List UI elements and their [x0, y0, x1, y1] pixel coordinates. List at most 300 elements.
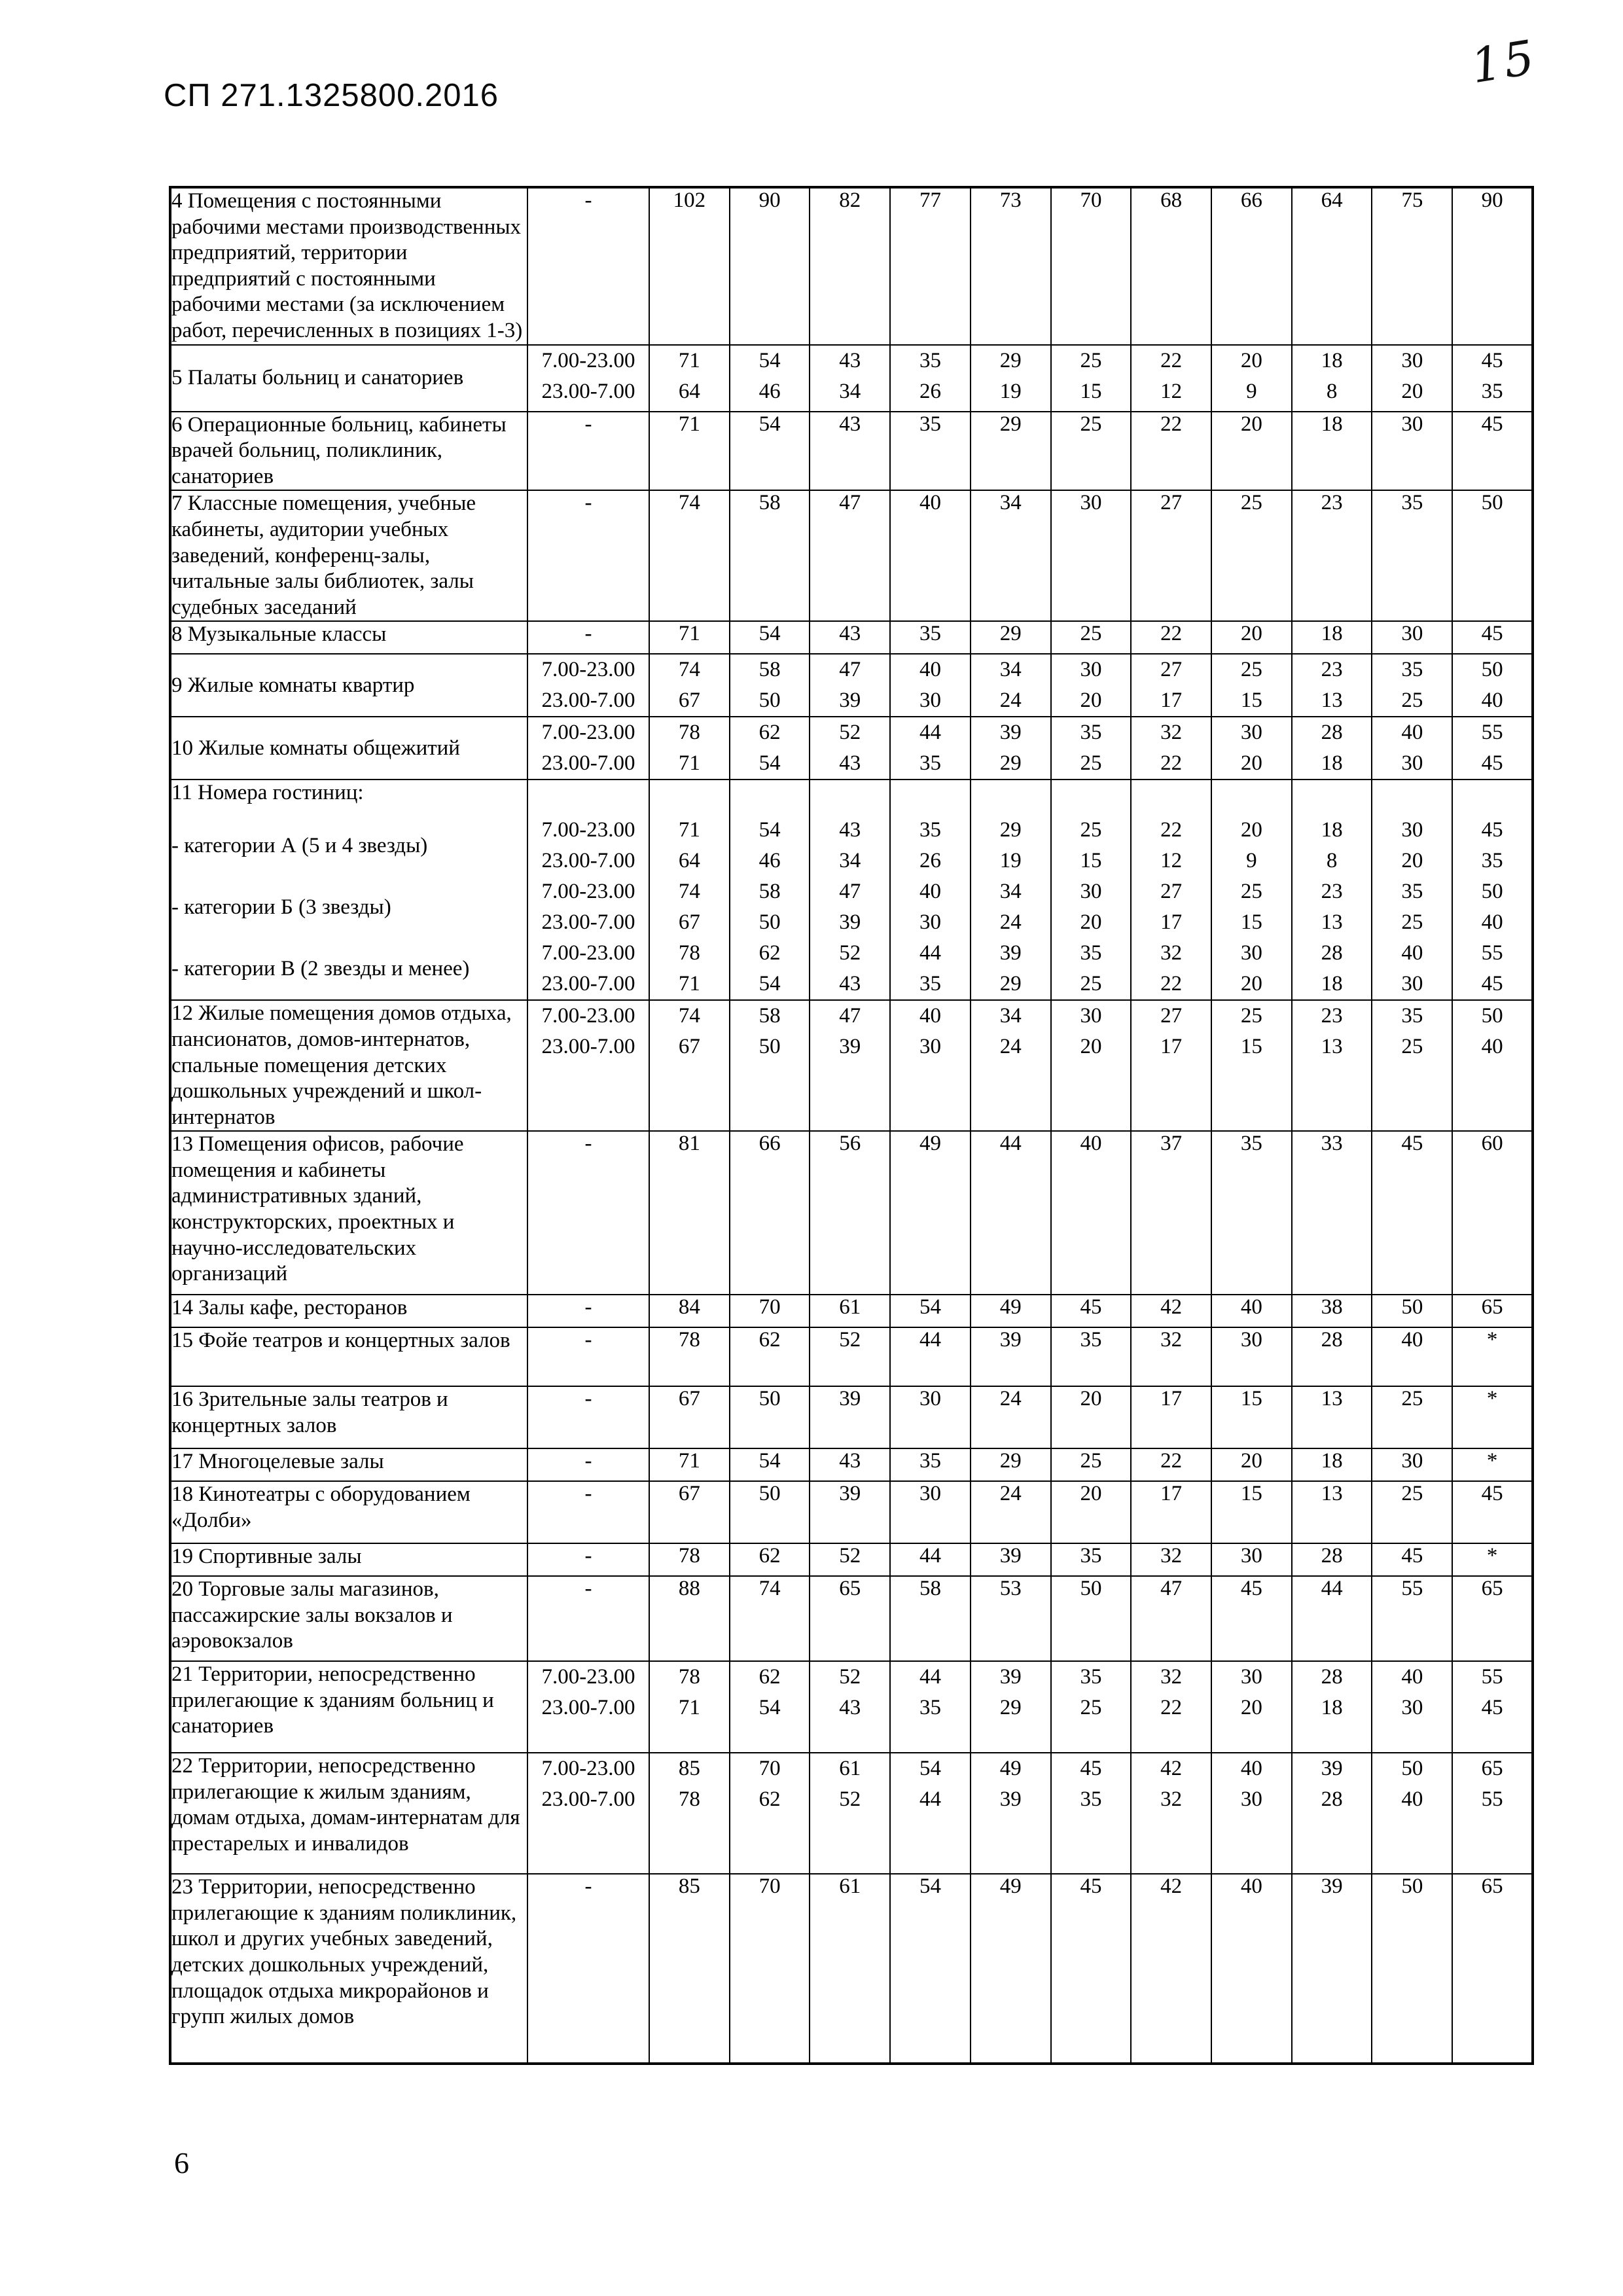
noise-value: 30 — [1401, 972, 1423, 996]
noise-value: 9 — [1246, 849, 1257, 873]
noise-table-body — [170, 187, 1533, 2064]
noise-value-cell: 39 — [810, 1481, 890, 1543]
time-of-day-value: 23.00-7.00 — [541, 689, 635, 713]
noise-value-cell: 28 — [1292, 1327, 1372, 1386]
noise-value: 27 — [1160, 658, 1183, 682]
noise-value: 62 — [758, 1787, 781, 1812]
noise-value-cell: 82 — [810, 187, 890, 345]
row-name-cell: 20 Торговые залы магазинов, пассажирские залы вокзалов и аэровокзалов — [170, 1576, 527, 1661]
noise-value: 25 — [1401, 689, 1423, 713]
noise-value-cell: 66 — [1211, 187, 1292, 345]
noise-value-cell — [649, 938, 730, 1000]
time-of-day-value: 23.00-7.00 — [541, 1787, 635, 1812]
noise-value-cell: 35 — [1051, 1327, 1132, 1386]
row-name-cell: 23 Территории, непосредственно прилегающие к зданиям поликлиник, школ и других учебных заведений, детских дошкольных учреждений, площадок отдыха микрорайонов и групп жилых домов — [170, 1874, 527, 2064]
noise-value: 55 — [1481, 1665, 1503, 1689]
noise-value-cell — [1372, 345, 1452, 412]
row-name-cell: 6 Операционные больниц, кабинеты врачей больниц, поликлиник, санаториев — [170, 412, 527, 491]
noise-value-cell — [1211, 876, 1292, 938]
noise-value: 78 — [678, 721, 700, 745]
noise-value: 35 — [919, 751, 942, 776]
noise-value: 43 — [839, 348, 861, 372]
row-name-cell: 8 Музыкальные классы — [170, 621, 527, 654]
noise-value: 34 — [839, 379, 861, 403]
noise-value: 35 — [919, 348, 942, 372]
noise-value: 54 — [758, 1696, 781, 1720]
noise-value-cell: 62 — [730, 1543, 810, 1576]
row-name-cell: 14 Залы кафе, ресторанов — [170, 1295, 527, 1327]
noise-value: 25 — [1080, 972, 1102, 996]
table-row — [170, 1753, 1533, 1874]
noise-value: 54 — [758, 818, 781, 842]
time-of-day-value: 23.00-7.00 — [541, 379, 635, 403]
time-of-day-cell: - — [527, 1295, 649, 1327]
noise-value-cell — [730, 654, 810, 717]
footer-page-number: 6 — [174, 2146, 189, 2179]
time-of-day-cell: - — [527, 1327, 649, 1386]
noise-value-cell — [810, 780, 890, 815]
noise-value-cell — [1452, 717, 1533, 780]
handwritten-corner-page-number: 15 — [1467, 29, 1541, 94]
noise-value-cell: * — [1452, 1543, 1533, 1576]
noise-value-cell — [971, 1000, 1051, 1131]
noise-value: 50 — [1481, 1004, 1503, 1028]
noise-value-cell — [1131, 1753, 1211, 1874]
noise-value-cell: 30 — [1211, 1543, 1292, 1576]
noise-value-cell: 22 — [1131, 412, 1211, 491]
noise-value-cell: 70 — [730, 1874, 810, 2064]
noise-value-cell — [1452, 1000, 1533, 1131]
noise-value: 35 — [1481, 849, 1503, 873]
noise-value-cell: 61 — [810, 1874, 890, 2064]
noise-value-cell — [1051, 654, 1132, 717]
noise-value-cell — [1372, 815, 1452, 876]
noise-value-cell: 28 — [1292, 1543, 1372, 1576]
table-row — [170, 187, 1533, 345]
time-of-day-value: 23.00-7.00 — [541, 849, 635, 873]
noise-value-cell: 88 — [649, 1576, 730, 1661]
noise-value: 27 — [1160, 880, 1183, 904]
noise-value-cell — [649, 345, 730, 412]
noise-value-cell: 50 — [1372, 1295, 1452, 1327]
noise-value: 25 — [1080, 751, 1102, 776]
noise-value-cell: 39 — [1292, 1874, 1372, 2064]
noise-value: 52 — [839, 1665, 861, 1689]
noise-value: 52 — [839, 1787, 861, 1812]
noise-value-cell — [730, 1661, 810, 1753]
noise-value-cell: 15 — [1211, 1481, 1292, 1543]
noise-value: 39 — [999, 1787, 1022, 1812]
noise-value-cell: 54 — [890, 1295, 971, 1327]
noise-value-cell: 20 — [1051, 1386, 1132, 1448]
row-name-cell: - категории В (2 звезды и менее) — [170, 938, 527, 1000]
noise-value: 44 — [919, 721, 942, 745]
noise-value: 39 — [839, 689, 861, 713]
noise-value-cell: 42 — [1131, 1295, 1211, 1327]
noise-value: 22 — [1160, 972, 1183, 996]
noise-value: 22 — [1160, 1696, 1183, 1720]
noise-value: 45 — [1481, 1696, 1503, 1720]
noise-value: 39 — [839, 1035, 861, 1059]
noise-value-cell — [1131, 1661, 1211, 1753]
noise-value-cell — [1131, 654, 1211, 717]
noise-value: 39 — [999, 721, 1022, 745]
noise-value: 23 — [1321, 658, 1343, 682]
noise-value: 62 — [758, 941, 781, 965]
noise-value: 35 — [1080, 1787, 1102, 1812]
table-row — [170, 1327, 1533, 1386]
noise-value-cell — [649, 876, 730, 938]
noise-value-cell: 30 — [1372, 1448, 1452, 1481]
noise-value: 65 — [1481, 1757, 1503, 1781]
noise-value: 40 — [919, 880, 942, 904]
table-row — [170, 815, 1533, 876]
noise-value-cell: 43 — [810, 412, 890, 491]
noise-value: 58 — [758, 658, 781, 682]
time-of-day-value: 23.00-7.00 — [541, 910, 635, 935]
noise-value-cell: 20 — [1211, 1448, 1292, 1481]
noise-value: 22 — [1160, 348, 1183, 372]
noise-value-cell — [649, 1000, 730, 1131]
noise-value: 28 — [1321, 941, 1343, 965]
noise-value: 50 — [1481, 880, 1503, 904]
table-row — [170, 1448, 1533, 1481]
noise-value: 30 — [919, 1035, 942, 1059]
noise-value-cell — [810, 876, 890, 938]
noise-value: 15 — [1240, 910, 1262, 935]
noise-value-cell: 35 — [1211, 1131, 1292, 1295]
noise-value-cell: 61 — [810, 1295, 890, 1327]
noise-value: 8 — [1326, 379, 1338, 403]
noise-value: 70 — [758, 1757, 781, 1781]
table-row — [170, 1131, 1533, 1295]
noise-value-cell: 23 — [1292, 490, 1372, 621]
noise-value: 30 — [1401, 348, 1423, 372]
noise-value: 35 — [1481, 379, 1503, 403]
noise-value: 20 — [1240, 348, 1262, 372]
noise-value: 25 — [1401, 910, 1423, 935]
noise-value-cell: 24 — [971, 1386, 1051, 1448]
noise-value-cell: 45 — [1372, 1543, 1452, 1576]
noise-value-cell: 44 — [890, 1543, 971, 1576]
noise-value: 71 — [678, 751, 700, 776]
noise-value: 25 — [1240, 658, 1262, 682]
noise-value: 30 — [1080, 658, 1102, 682]
noise-value: 35 — [1401, 880, 1423, 904]
noise-value-cell: 25 — [1051, 1448, 1132, 1481]
noise-value: 20 — [1401, 379, 1423, 403]
noise-value-cell: 20 — [1211, 621, 1292, 654]
noise-value-cell: 44 — [971, 1131, 1051, 1295]
noise-value-cell — [730, 717, 810, 780]
noise-value-cell — [1131, 780, 1211, 815]
noise-value-cell: 71 — [649, 412, 730, 491]
noise-value-cell: 70 — [1051, 187, 1132, 345]
noise-value: 67 — [678, 910, 700, 935]
noise-value-cell: 22 — [1131, 1448, 1211, 1481]
noise-value-cell — [1131, 938, 1211, 1000]
noise-value-cell: 35 — [1051, 1543, 1132, 1576]
noise-value-cell — [1131, 717, 1211, 780]
noise-value-cell — [1292, 717, 1372, 780]
noise-value-cell — [1292, 780, 1372, 815]
time-of-day-value: 7.00-23.00 — [541, 880, 635, 904]
noise-value-cell: 40 — [1211, 1874, 1292, 2064]
time-of-day-value: 7.00-23.00 — [541, 721, 635, 745]
noise-value-cell: 29 — [971, 1448, 1051, 1481]
row-name-cell: 7 Классные помещения, учебные кабинеты, аудитории учебных заведений, конференц-залы, читальные залы библиотек, залы судебных заседаний — [170, 490, 527, 621]
table-row — [170, 490, 1533, 621]
noise-value-cell — [890, 1661, 971, 1753]
time-of-day-value: 7.00-23.00 — [541, 1004, 635, 1028]
row-name-cell: 5 Палаты больниц и санаториев — [170, 345, 527, 412]
noise-value-cell: 67 — [649, 1386, 730, 1448]
noise-value-cell: 25 — [1372, 1386, 1452, 1448]
noise-value-cell: 30 — [1211, 1327, 1292, 1386]
noise-value-cell — [971, 717, 1051, 780]
noise-value-cell — [1211, 780, 1292, 815]
noise-value-cell — [890, 345, 971, 412]
noise-value-cell: 43 — [810, 1448, 890, 1481]
table-row — [170, 1481, 1533, 1543]
document-code: СП 271.1325800.2016 — [164, 78, 499, 113]
noise-value-cell — [649, 1753, 730, 1874]
noise-value-cell — [649, 1661, 730, 1753]
noise-value: 22 — [1160, 751, 1183, 776]
noise-value: 25 — [1080, 1696, 1102, 1720]
noise-value: 35 — [919, 1696, 942, 1720]
noise-value: 45 — [1080, 1757, 1102, 1781]
noise-value: 43 — [839, 1696, 861, 1720]
noise-value: 15 — [1080, 849, 1102, 873]
noise-value-cell: 13 — [1292, 1386, 1372, 1448]
noise-value: 30 — [1080, 880, 1102, 904]
noise-value: 23 — [1321, 1004, 1343, 1028]
noise-value: 30 — [1240, 941, 1262, 965]
row-name-cell: 15 Фойе театров и концертных залов — [170, 1327, 527, 1386]
noise-value: 67 — [678, 1035, 700, 1059]
noise-value: 61 — [839, 1757, 861, 1781]
noise-value: 54 — [919, 1757, 942, 1781]
noise-value-cell: 54 — [730, 1448, 810, 1481]
noise-value-cell — [1452, 345, 1533, 412]
noise-value-cell: 58 — [890, 1576, 971, 1661]
row-name-cell: 18 Кинотеатры с оборудованием «Долби» — [170, 1481, 527, 1543]
noise-value: 18 — [1321, 348, 1343, 372]
noise-value-cell: 33 — [1292, 1131, 1372, 1295]
noise-value: 52 — [839, 941, 861, 965]
noise-value-cell: 30 — [890, 1481, 971, 1543]
noise-value-cell: 56 — [810, 1131, 890, 1295]
noise-value-cell: 40 — [1211, 1295, 1292, 1327]
noise-value: 34 — [999, 658, 1022, 682]
noise-value: 24 — [999, 689, 1022, 713]
noise-value-cell — [1051, 1661, 1132, 1753]
noise-value: 43 — [839, 972, 861, 996]
noise-value: 34 — [839, 849, 861, 873]
noise-value-cell — [810, 654, 890, 717]
noise-value: 22 — [1160, 818, 1183, 842]
time-of-day-value: 7.00-23.00 — [541, 1757, 635, 1781]
noise-value: 20 — [1080, 910, 1102, 935]
noise-value-cell — [971, 345, 1051, 412]
noise-value-cell — [649, 717, 730, 780]
noise-value-cell — [810, 938, 890, 1000]
noise-value-cell: 27 — [1131, 490, 1211, 621]
noise-value-cell — [810, 1000, 890, 1131]
noise-value-cell: 50 — [730, 1386, 810, 1448]
noise-value: 78 — [678, 1787, 700, 1812]
time-of-day-value: 7.00-23.00 — [541, 658, 635, 682]
noise-value-cell: * — [1452, 1448, 1533, 1481]
noise-value-cell: 65 — [1452, 1874, 1533, 2064]
noise-value-cell — [971, 1661, 1051, 1753]
noise-value: 40 — [919, 658, 942, 682]
time-of-day-cell: - — [527, 1543, 649, 1576]
noise-value-cell — [1051, 876, 1132, 938]
noise-value: 15 — [1240, 689, 1262, 713]
noise-value-cell — [971, 1753, 1051, 1874]
noise-value-cell — [1372, 876, 1452, 938]
noise-value-cell: 74 — [649, 490, 730, 621]
noise-value: 35 — [1401, 658, 1423, 682]
noise-value-cell: 45 — [1452, 1481, 1533, 1543]
noise-value: 43 — [839, 751, 861, 776]
noise-value: 30 — [1401, 751, 1423, 776]
noise-value: 20 — [1080, 689, 1102, 713]
noise-value: 67 — [678, 689, 700, 713]
noise-value-cell: 25 — [1372, 1481, 1452, 1543]
noise-value: 12 — [1160, 379, 1183, 403]
noise-value: 30 — [1080, 1004, 1102, 1028]
noise-value-cell: 49 — [971, 1295, 1051, 1327]
noise-value-cell: 25 — [1051, 621, 1132, 654]
noise-value: 64 — [678, 379, 700, 403]
noise-value: 13 — [1321, 1035, 1343, 1059]
noise-value-cell: 43 — [810, 621, 890, 654]
noise-value: 20 — [1240, 972, 1262, 996]
noise-value-cell — [730, 1000, 810, 1131]
time-of-day-cell: - — [527, 1576, 649, 1661]
noise-value: 78 — [678, 941, 700, 965]
noise-value-cell — [1211, 1661, 1292, 1753]
noise-value: 39 — [999, 941, 1022, 965]
noise-value: 13 — [1321, 689, 1343, 713]
noise-value-cell — [1051, 1753, 1132, 1874]
noise-value-cell — [890, 815, 971, 876]
noise-value-cell: 44 — [1292, 1576, 1372, 1661]
noise-value-cell: 18 — [1292, 1448, 1372, 1481]
time-of-day-cell — [527, 1000, 649, 1131]
row-name-cell: - категории А (5 и 4 звезды) — [170, 815, 527, 876]
noise-value: 35 — [1401, 1004, 1423, 1028]
time-of-day-cell — [527, 938, 649, 1000]
noise-value-cell: 73 — [971, 187, 1051, 345]
noise-value-cell — [890, 780, 971, 815]
noise-value-cell — [1372, 717, 1452, 780]
row-name-cell: 12 Жилые помещения домов отдыха, пансионатов, домов-интернатов, спальные помещения детских дошкольных учреждений и школ-интернатов — [170, 1000, 527, 1131]
time-of-day-value: 7.00-23.00 — [541, 941, 635, 965]
table-row — [170, 1543, 1533, 1576]
noise-value: 30 — [1240, 1787, 1262, 1812]
row-name-cell: 10 Жилые комнаты общежитий — [170, 717, 527, 780]
noise-value-cell: 47 — [1131, 1576, 1211, 1661]
noise-value: 71 — [678, 972, 700, 996]
time-of-day-cell — [527, 1661, 649, 1753]
noise-value-cell — [1211, 1000, 1292, 1131]
noise-value: 45 — [1481, 751, 1503, 776]
noise-value: 55 — [1481, 941, 1503, 965]
noise-value-cell: 45 — [1211, 1576, 1292, 1661]
noise-value-cell: 62 — [730, 1327, 810, 1386]
noise-value-cell: 53 — [971, 1576, 1051, 1661]
noise-value-cell — [1131, 345, 1211, 412]
noise-value-cell — [1211, 1753, 1292, 1874]
noise-value-cell — [1131, 815, 1211, 876]
noise-value: 24 — [999, 910, 1022, 935]
noise-value-cell — [1292, 345, 1372, 412]
time-of-day-cell: - — [527, 621, 649, 654]
noise-value-cell: 71 — [649, 621, 730, 654]
noise-value-cell: 45 — [1372, 1131, 1452, 1295]
noise-value: 29 — [999, 1696, 1022, 1720]
time-of-day-value: 23.00-7.00 — [541, 751, 635, 776]
noise-value-cell: 54 — [890, 1874, 971, 2064]
noise-value-cell: 71 — [649, 1448, 730, 1481]
noise-value-cell — [810, 1661, 890, 1753]
row-name-cell: 17 Многоцелевые залы — [170, 1448, 527, 1481]
noise-value: 55 — [1481, 721, 1503, 745]
noise-value-cell — [649, 780, 730, 815]
time-of-day-cell — [527, 345, 649, 412]
noise-value-cell — [890, 1753, 971, 1874]
noise-value: 40 — [1481, 910, 1503, 935]
time-of-day-cell — [527, 876, 649, 938]
noise-value-cell — [1292, 815, 1372, 876]
time-of-day-cell: - — [527, 412, 649, 491]
noise-value-cell: 81 — [649, 1131, 730, 1295]
row-name-cell: 16 Зрительные залы театров и концертных залов — [170, 1386, 527, 1448]
noise-value-cell: 42 — [1131, 1874, 1211, 2064]
noise-value-cell — [1211, 654, 1292, 717]
noise-value: 74 — [678, 880, 700, 904]
noise-value-cell — [971, 938, 1051, 1000]
noise-value-cell — [810, 1753, 890, 1874]
noise-value: 13 — [1321, 910, 1343, 935]
noise-value-cell — [1131, 1000, 1211, 1131]
noise-value: 71 — [678, 818, 700, 842]
noise-value-cell: 15 — [1211, 1386, 1292, 1448]
noise-value: 54 — [758, 751, 781, 776]
noise-value: 25 — [1240, 880, 1262, 904]
noise-value: 17 — [1160, 1035, 1183, 1059]
noise-value: 71 — [678, 1696, 700, 1720]
noise-value: 28 — [1321, 1787, 1343, 1812]
noise-value-cell — [1452, 1661, 1533, 1753]
noise-value: 43 — [839, 818, 861, 842]
noise-value: 35 — [919, 972, 942, 996]
noise-value: 28 — [1321, 721, 1343, 745]
noise-value-cell — [971, 654, 1051, 717]
noise-value-cell: 30 — [890, 1386, 971, 1448]
noise-value: 24 — [999, 1035, 1022, 1059]
noise-value-cell: 18 — [1292, 412, 1372, 491]
noise-value-cell: 45 — [1051, 1295, 1132, 1327]
noise-value: 12 — [1160, 849, 1183, 873]
noise-value-cell — [1372, 654, 1452, 717]
noise-value-cell: 30 — [1372, 621, 1452, 654]
time-of-day-value: 7.00-23.00 — [541, 1665, 635, 1689]
